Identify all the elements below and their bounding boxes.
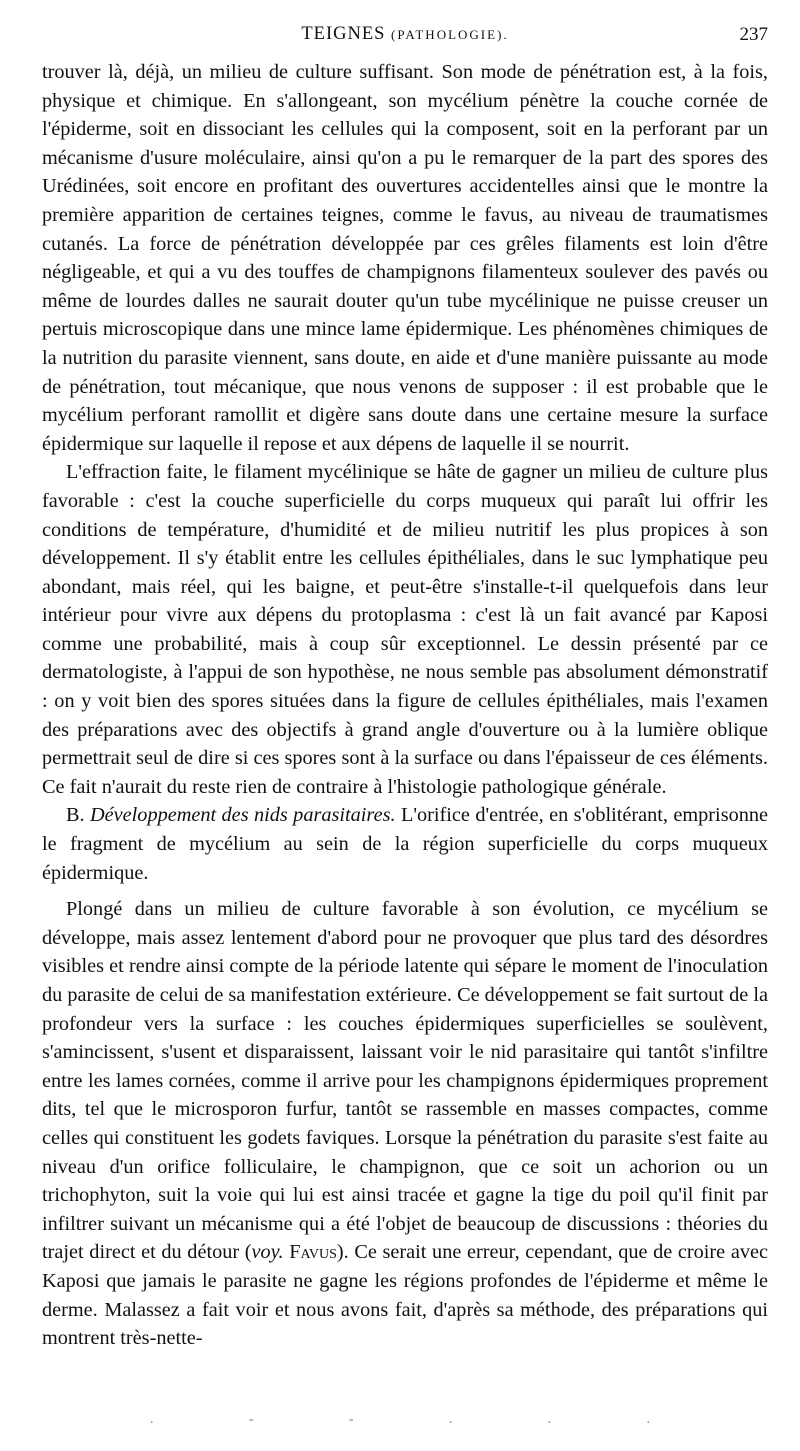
print-mark: . bbox=[448, 1412, 453, 1427]
print-mark: . bbox=[150, 1412, 154, 1427]
paragraph-3-section-b bbox=[42, 801, 768, 887]
running-title bbox=[42, 24, 768, 45]
section-label: B. bbox=[66, 804, 85, 827]
section-b-text: L'orifice d'entrée, en s'oblitérant, emprisonne le fragment de mycélium au sein de la région superficielle du corps muqueux épidermique. bbox=[42, 804, 769, 884]
print-mark: . bbox=[646, 1412, 650, 1427]
voy-reference: voy. bbox=[251, 1241, 284, 1264]
section-heading: Développement des nids parasitaires. bbox=[90, 804, 396, 827]
paragraph-4-text-b: ). Ce serait une erreur, cependant, que de croire avec Kaposi que jamais le parasite ne gagne les régions profondes de l'épiderme et même le derme. Malassez a fait voir et nous avons fait, d'après sa méthode, des préparations qui montrent très-nette- bbox=[42, 1241, 768, 1350]
favus-reference: Favus bbox=[289, 1241, 337, 1264]
page-body bbox=[42, 58, 768, 1353]
paragraph-2: L'effraction faite, le filament mycélinique se hâte de gagner un milieu de culture plus favorable : c'est la couche superficielle du corps muqueux qui paraît lui offrir les conditions de température, d'humidité et de milieu nutritif les plus propices à son développement. Il s'y établit entre les cellules épithéliales, dans le suc lymphatique peu abondant, mais réel, qui les baigne, et peut-être s'installe-t-il quelquefois dans leur intérieur pour vivre aux dépens du protoplasma : c'est là un fait avancé par Kaposi comme une probabilité, mais à coup sûr exceptionnel. Le dessin présenté par ce dermatologiste, à l'appui de son hypothèse, ne nous semble pas absolument démonstratif : on y voit bien des spores situées dans la figure de cellules épithéliales, mais l'examen des préparations avec des objectifs à grand angle d'ouverture ou à la lumière oblique permettrait seul de dire si ces spores sont à la surface ou dans l'épaisseur de ces éléments. Ce fait n'aurait du reste rien de contraire à l'histologie pathologique générale. bbox=[42, 461, 768, 798]
running-title-main: TEIGNES bbox=[301, 24, 386, 44]
print-mark: . bbox=[547, 1412, 552, 1427]
print-mark: - bbox=[348, 1412, 354, 1427]
paragraph-4 bbox=[42, 895, 768, 1353]
print-mark: - bbox=[248, 1412, 254, 1427]
running-title-subtitle: (PATHOLOGIE). bbox=[391, 27, 509, 42]
running-header bbox=[42, 24, 768, 54]
paragraph-1: trouver là, déjà, un milieu de culture suffisant. Son mode de pénétration est, à la fois, physique et chimique. En s'allongeant, son mycélium pénètre la couche cornée de l'épiderme, soit en dissociant les cellules qui la composent, soit en la perforant par un mécanisme d'usure moléculaire, ainsi qu'on a pu le remarquer de la part des spores des Urédinées, soit encore en profitant des ouvertures accidentelles ainsi que le montre la première apparition de certaines teignes, comme le favus, au niveau de traumatismes cutanés. La force de pénétration développée par ces grêles filaments est loin d'être négligeable, et qui a vu des touffes de champignons filamenteux soulever des pavés ou même de lourdes dalles ne saurait douter qu'un tube mycélinique ne puisse creuser un pertuis microscopique dans une mince lame épidermique. Les phénomènes chimiques de la nutrition du parasite viennent, sans doute, en aide et d'une manière puissante au mode de pénétration, tout mécanique, que nous venons de supposer : il est probable que le mycélium perforant ramollit et digère sans doute dans une certaine mesure la surface épidermique sur laquelle il repose et aux dépens de laquelle il se nourrit. bbox=[42, 61, 768, 455]
paragraph-4-text-a: Plongé dans un milieu de culture favorable à son évolution, ce mycélium se développe, mais assez lentement d'abord pour ne provoquer que plus tard des désordres visibles et rendre ainsi compte de la période latente qui sépare le moment de l'inoculation du parasite de celui de sa manifestation extérieure. Ce développement se fait surtout de la profondeur vers la surface : les couches épidermiques superficielles se soulèvent, s'amincissent, s'usent et disparaissent, laissant voir le nid parasitaire qui tantôt s'infiltre entre les lames cornées, comme il arrive pour les champignons épidermiques proprement dits, tel que le microsporon furfur, tantôt se rassemble en masses compactes, comme celles qui constituent les godets faviques. Lorsque la pénétration du parasite s'est faite au niveau d'un orifice folliculaire, le champignon, que ce soit un achorion ou un trichophyton, suit la voie qui lui est ainsi tracée et gagne la tige du poil qu'il finit par infiltrer suivant un mécanisme qui a été l'objet de beaucoup de discussions : théories du trajet direct et du détour ( bbox=[42, 898, 768, 1264]
print-marks bbox=[150, 1412, 650, 1428]
page-number: 237 bbox=[739, 24, 768, 45]
